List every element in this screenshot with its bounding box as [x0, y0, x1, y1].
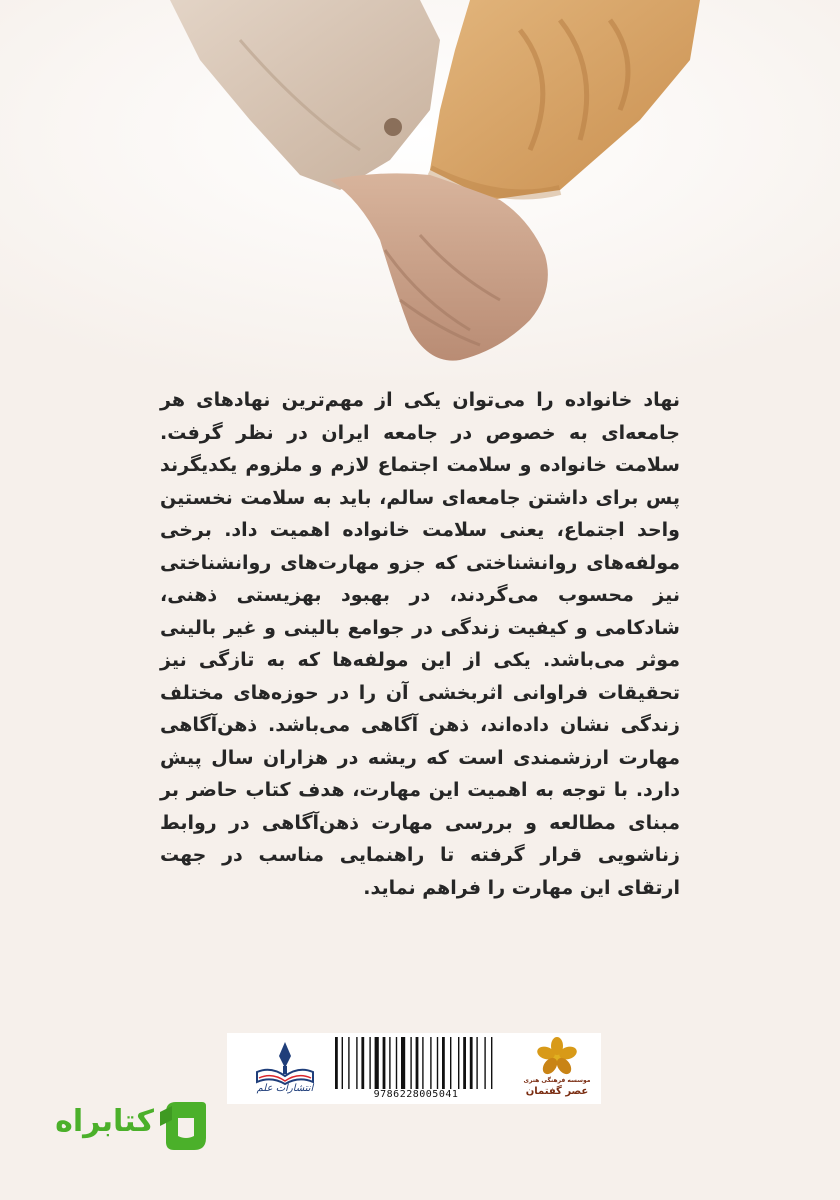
barcode-bar	[356, 1037, 357, 1089]
back-cover-blurb: نهاد خانواده را می‌توان یکی از مهم‌ترین نهادهای هر جامعه‌ای به خصوص در جامعه ایران در نظر گرفت. سلامت خانواده و سلامت اجتماع لازم و ملزوم یکدیگرند پس برای داشتن جامعه‌ای سالم، باید به سلامت نخستین واحد اجتماع، یعنی سلامت خانواده اهمیت داد. برخی مولفه‌های روانشناختی که جزو مهارت‌های روانشناختی نیز محسوب می‌گردند، در بهبود بهزیستی ذهنی، شادکامی و کیفیت زندگی در جوامع بالینی و غیر بالینی موثر می‌باشد. یکی از این مولفه‌ها که به تازگی نیز تحقیقات فراوانی اثربخشی آن را در حوزه‌های مختلف زندگی نشان داده‌اند، ذهن آگاهی می‌باشد. ذهن‌آگاهی مهارت ارزشمندی است که ریشه در هزاران سال پیش دارد. با توجه به اهمیت این مهارت، هدف کتاب حاضر بر مبنای مطالعه و بررسی مهارت ذهن‌آگاهی در روابط زناشویی قرار گرفته تا راهنمایی مناسب در جهت ارتقای این مهارت را فراهم نماید.	[160, 389, 680, 899]
holding-hands-photo	[0, 0, 840, 380]
barcode-bar	[396, 1037, 397, 1089]
barcode-bar	[375, 1037, 379, 1089]
barcode-bar	[437, 1037, 438, 1089]
barcode-bar	[335, 1037, 338, 1089]
publisher-left-name: انتشارات علم	[256, 1083, 314, 1094]
barcode-bar	[476, 1037, 477, 1089]
barcode-bar	[361, 1037, 364, 1089]
barcode-bar	[463, 1037, 466, 1089]
barcode-bar	[442, 1037, 445, 1089]
ketabrah-logo-icon	[156, 1098, 212, 1154]
barcode-bar	[470, 1037, 473, 1089]
barcode-bar	[410, 1037, 411, 1089]
barcode-bar	[458, 1037, 459, 1089]
publisher-right-line1: موسسه فرهنگی هنری	[523, 1077, 591, 1084]
barcode-bar	[342, 1037, 343, 1089]
barcode-bar	[416, 1037, 419, 1089]
barcode-bar	[348, 1037, 349, 1089]
barcode-bar	[383, 1037, 386, 1089]
barcode-bar	[389, 1037, 390, 1089]
ketabrah-wordmark: کتابراه	[55, 1104, 154, 1139]
barcode-bar	[430, 1037, 431, 1089]
barcode-bar	[484, 1037, 485, 1089]
barcode-bar	[491, 1037, 492, 1089]
barcode-bar	[450, 1037, 451, 1089]
barcode-bars	[331, 1037, 501, 1089]
barcode-bar	[422, 1037, 423, 1089]
publisher-barcode-strip	[227, 1033, 601, 1104]
barcode-bar	[369, 1037, 370, 1089]
barcode-bar	[401, 1037, 405, 1089]
isbn-number: 9786228005041	[373, 1089, 459, 1100]
ketabrah-brand	[40, 1098, 220, 1158]
publisher-right-line2: عصر گفتمان	[525, 1086, 589, 1097]
isbn-barcode	[331, 1037, 501, 1101]
